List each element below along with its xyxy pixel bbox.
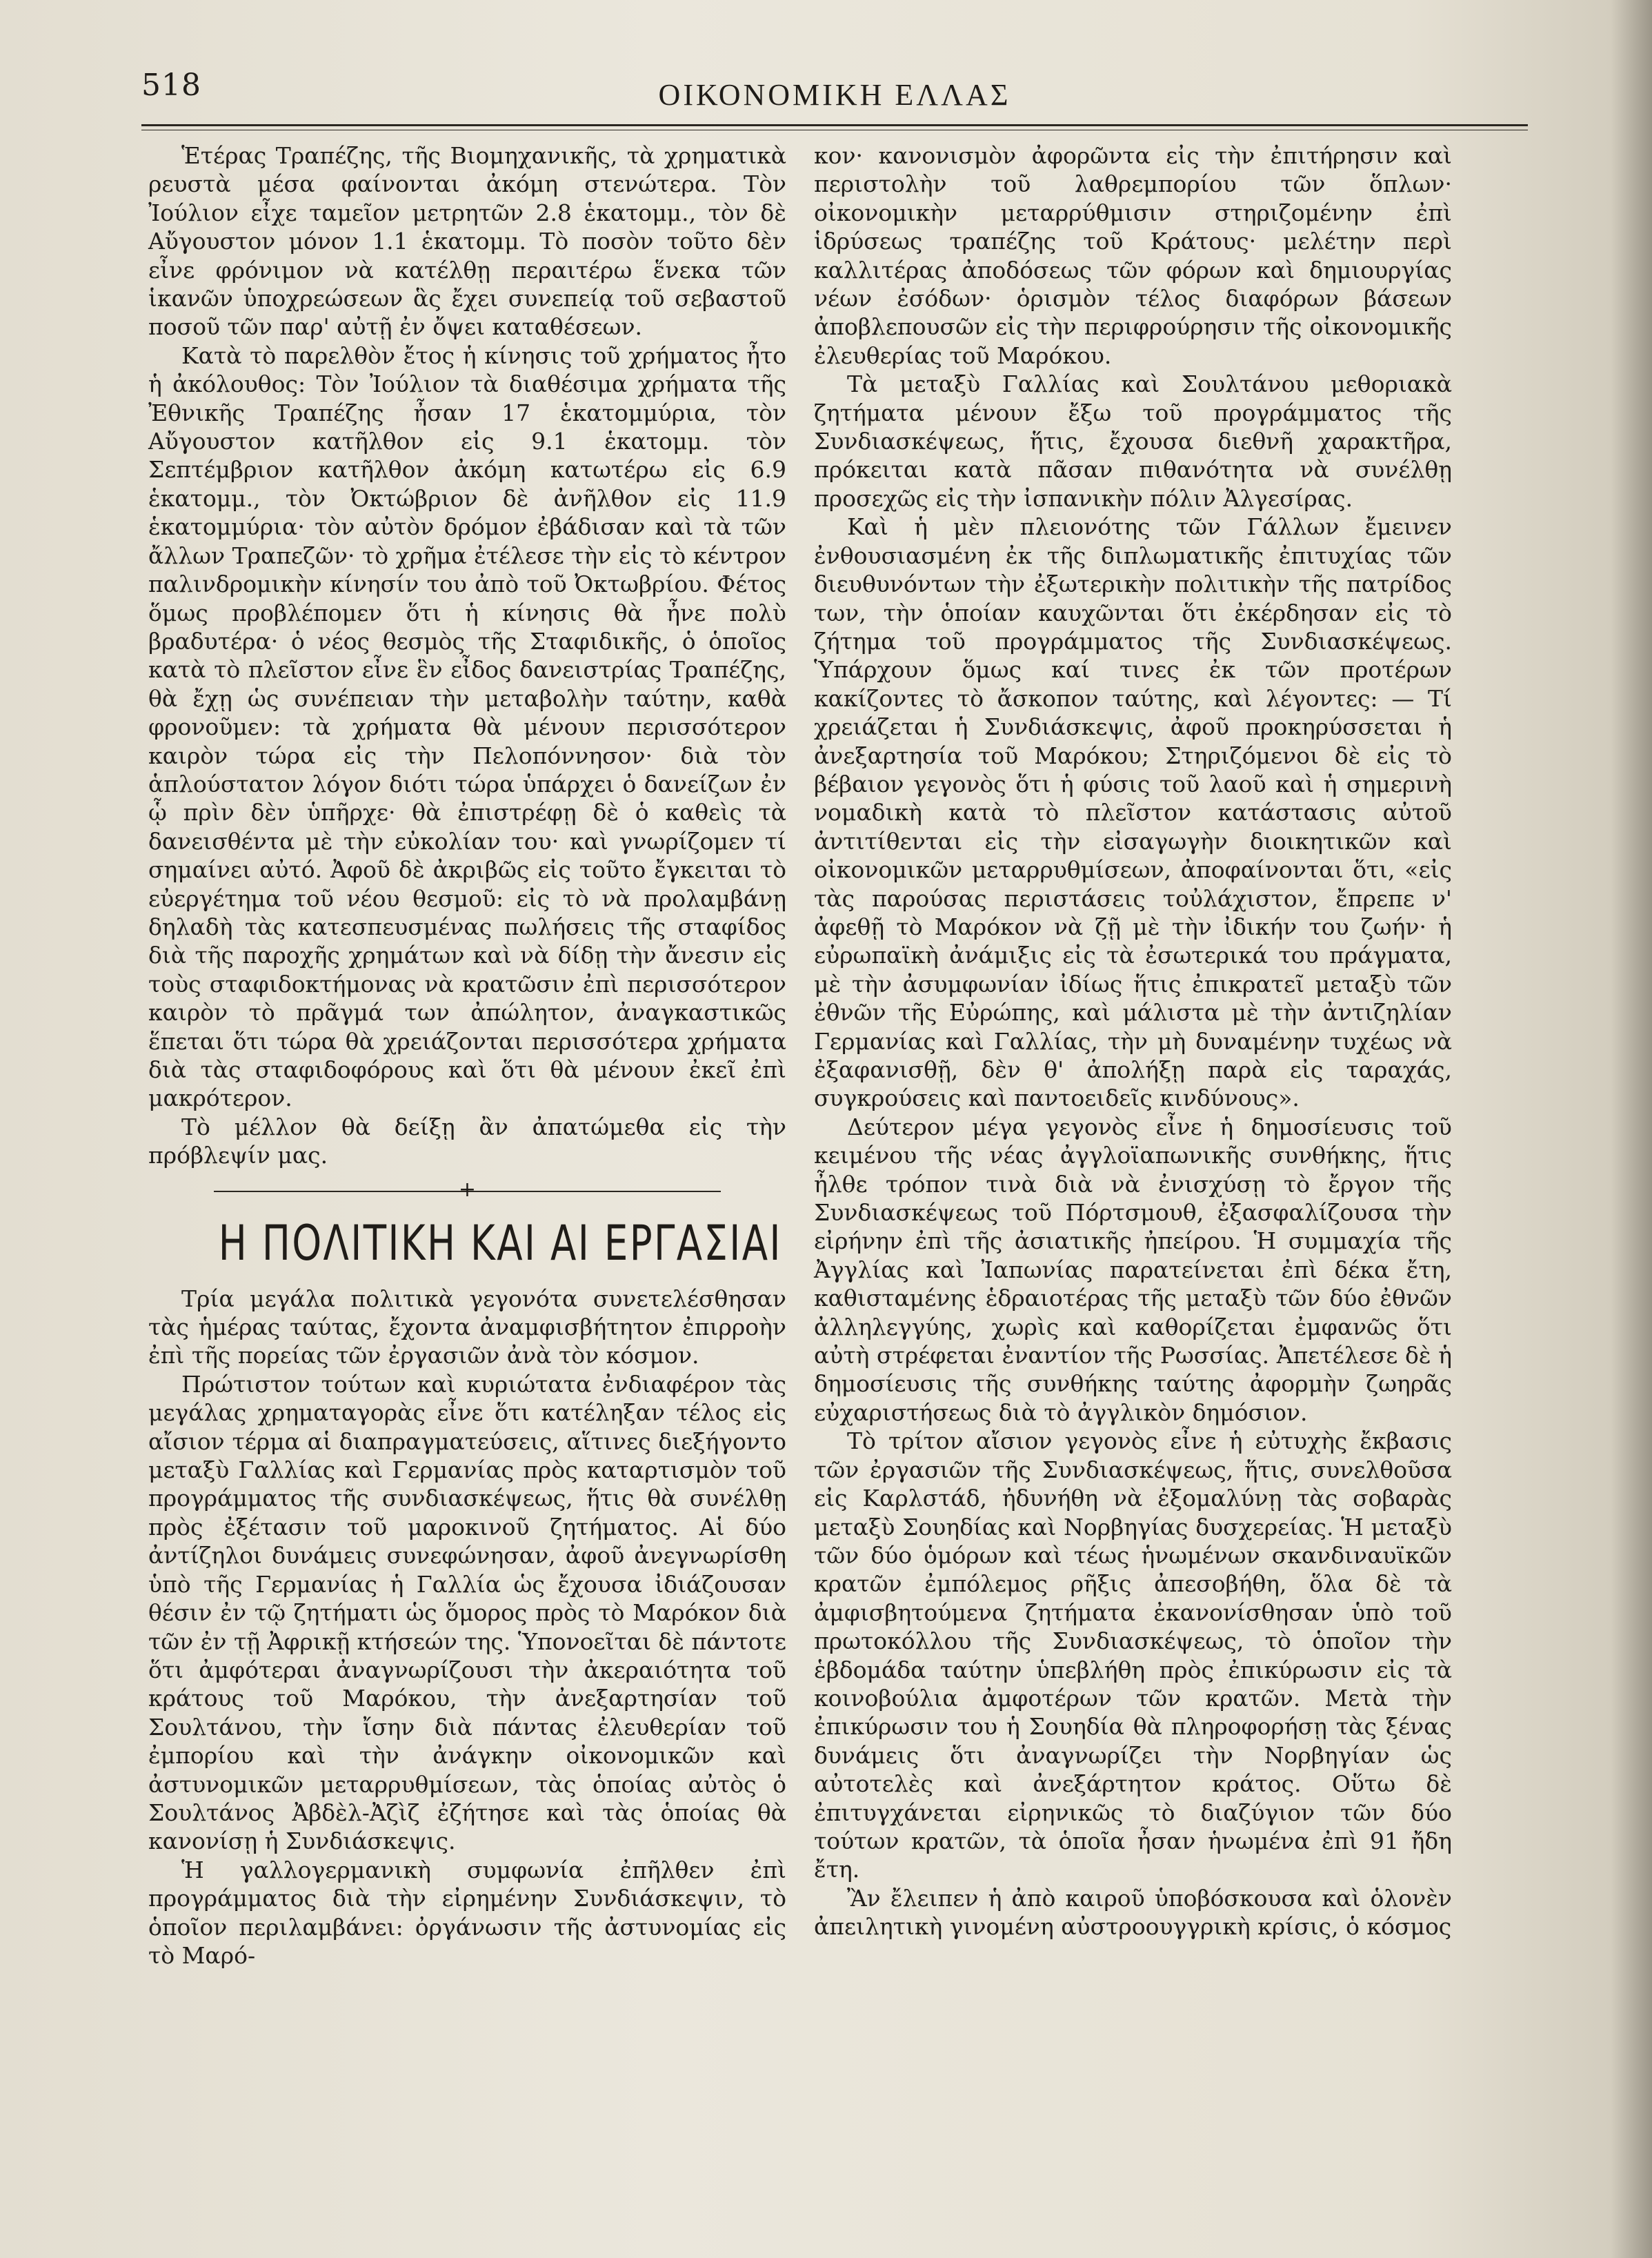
section-divider [148, 1174, 786, 1205]
paragraph: Κατὰ τὸ παρελθὸν ἔτος ἡ κίνησις τοῦ χρήματος ἦτο ἡ ἀκόλουθος: Τὸν Ἰούλιον τὰ διαθέσιμα χρήματα τῆς Ἐθνικῆς Τραπέζης ἦσαν 17 ἑκατομμύρια, τὸν Αὔγουστον κατῆλθον εἰς 9.1 ἑκατομμ. τὸν Σεπτέμβριον κατῆλθον ἀκόμη κατωτέρω εἰς 6.9 ἑκατομμ., τὸν Ὀκτώβριον δὲ ἀνῆλθον εἰς 11.9 ἑκατομμύρια· τὸν αὐτὸν δρόμον ἐβάδισαν καὶ τὰ τῶν ἄλλων Τραπεζῶν· τὸ χρῆμα ἐτέλεσε τὴν εἰς τὸ κέντρον παλινδρομικὴν κίνησίν του ἀπὸ τοῦ Ὀκτωβρίου. Φέτος ὅμως προβλέπομεν ὅτι ἡ κίνησις θὰ ἦνε πολὺ βραδυτέρα· ὁ νέος θεσμὸς τῆς Σταφιδικῆς, ὁ ὁποῖος κατὰ τὸ πλεῖστον εἶνε ἓν εἶδος δανειστρίας Τραπέζης, θὰ ἔχῃ ὡς συνέπειαν τὴν μεταβολὴν ταύτην, καθὰ φρονοῦμεν: τὰ χρήματα θὰ μένουν περισσότερον καιρὸν τώρα εἰς τὴν Πελοπόννησον· διὰ τὸν ἁπλούστατον λόγον διότι τώρα ὑπάρχει ὁ δανείζων ἐν ᾧ πρὶν δὲν ὑπῆρχε· θὰ ἐπιστρέφῃ δὲ ὁ καθεὶς τὰ δανεισθέντα μὲ τὴν εὐκολίαν του· καὶ γνωρίζομεν τί σημαίνει αὐτό. Ἀφοῦ δὲ ἀκριβῶς εἰς τοῦτο ἔγκειται τὸ εὐεργέτημα τοῦ νέου θεσμοῦ: εἰς τὸ νὰ προλαμβάνῃ δηλαδὴ τὰς κατεσπευσμένας πωλήσεις τῆς σταφίδος διὰ τῆς παροχῆς χρημάτων καὶ νὰ δίδῃ τὴν ἄνεσιν εἰς τοὺς σταφιδοκτήμονας νὰ κρατῶσιν ἐπὶ περισσότερον καιρὸν τὸ πρᾶγμά των ἀπώλητον, ἀναγκαστικῶς ἕπεται ὅτι τώρα θὰ χρειάζονται περισσότερα χρήματα διὰ τὰς σταφιδοφόρους καὶ ὅτι θὰ μένουν ἐκεῖ ἐπὶ μακρότερον. [148, 341, 786, 1112]
right-column [814, 141, 1452, 1941]
divider-ornament-icon: + [458, 1177, 477, 1202]
paragraph: Τρία μεγάλα πολιτικὰ γεγονότα συνετελέσθησαν τὰς ἡμέρας ταύτας, ἔχοντα ἀναμφισβήτητον ἐπιρροὴν ἐπὶ τῆς πορείας τῶν ἐργασιῶν ἀνὰ τὸν κόσμον. [148, 1285, 786, 1369]
paragraph: Καὶ ἡ μὲν πλειονότης τῶν Γάλλων ἔμεινεν ἐνθουσιασμένη ἐκ τῆς διπλωματικῆς ἐπιτυχίας τῶν διευθυνόντων τὴν ἐξωτερικὴν πολιτικὴν τῆς πατρίδος των, τὴν ὁποίαν καυχῶνται ὅτι ἐκέρδησαν εἰς τὸ ζήτημα τοῦ προγράμματος τῆς Συνδιασκέψεως. Ὑπάρχουν ὅμως καί τινες ἐκ τῶν προτέρων κακίζοντες τὸ ἄσκοπον ταύτης, καὶ λέγοντες: — Τί χρειάζεται ἡ Συνδιάσκεψις, ἀφοῦ προκηρύσσεται ἡ ἀνεξαρτησία τοῦ Μαρόκου; Στηριζόμενοι δὲ εἰς τὸ βέβαιον γεγονὸς ὅτι ἡ φύσις τοῦ λαοῦ καὶ ἡ σημερινὴ νομαδικὴ κατὰ τὸ πλεῖστον κατάστασις αὐτοῦ ἀντιτίθενται εἰς τὴν εἰσαγωγὴν διοικητικῶν καὶ οἰκονομικῶν μεταρρυθμίσεων, ἀποφαίνονται ὅτι, «εἰς τὰς παρούσας περιστάσεις τοὐλάχιστον, ἔπρεπε ν' ἀφεθῇ τὸ Μαρόκον νὰ ζῇ μὲ τὴν ἰδικήν του ζωήν· ἡ εὐρωπαϊκὴ ἀνάμιξις εἰς τὰ ἐσωτερικά του πράγματα, μὲ τὴν ἀσυμφωνίαν ἰδίως ἥτις ἐπικρατεῖ μεταξὺ τῶν ἐθνῶν τῆς Εὐρώπης, καὶ μάλιστα μὲ τὴν ἀντιζηλίαν Γερμανίας καὶ Γαλλίας, τὴν μὴ δυναμένην τυχέως νὰ ἐξαφανισθῇ, δὲν θ' ἀπολήξῃ παρὰ εἰς ταραχάς, συγκρούσεις καὶ παντοειδεῖς κινδύνους». [814, 513, 1452, 1112]
paragraph: Ἑτέρας Τραπέζης, τῆς Βιομηχανικῆς, τὰ χρηματικὰ ρευστὰ μέσα φαίνονται ἀκόμη στενώτερα. Τὸν Ἰούλιον εἶχε ταμεῖον μετρητῶν 2.8 ἑκατομμ., τὸν δὲ Αὔγουστον μόνον 1.1 ἑκατομμ. Τὸ ποσὸν τοῦτο δὲν εἶνε φρόνιμον νὰ κατέλθῃ περαιτέρω ἕνεκα τῶν ἱκανῶν ὑποχρεώσεων ἃς ἔχει συνεπείᾳ τοῦ σεβαστοῦ ποσοῦ τῶν παρ' αὐτῇ ἐν ὄψει καταθέσεων. [148, 142, 786, 341]
running-title: ΟΙΚΟΝΟΜΙΚΗ ΕΛΛΑΣ [658, 78, 1011, 112]
paragraph: Τὸ μέλλον θὰ δείξῃ ἂν ἀπατώμεθα εἰς τὴν πρόβλεψίν μας. [148, 1113, 786, 1169]
paragraph: Τὰ μεταξὺ Γαλλίας καὶ Σουλτάνου μεθοριακὰ ζητήματα μένουν ἔξω τοῦ προγράμματος τῆς Συνδιασκέψεως, ἥτις, ἔχουσα διεθνῆ χαρακτῆρα, πρόκειται κατὰ πᾶσαν πιθανότητα νὰ συνέλθῃ προσεχῶς εἰς τὴν ἰσπανικὴν πόλιν Ἀλγεσίρας. [814, 370, 1452, 512]
paragraph: Πρώτιστον τούτων καὶ κυριώτατα ἐνδιαφέρον τὰς μεγάλας χρηματαγορὰς εἶνε ὅτι κατέληξαν τέλος εἰς αἴσιον τέρμα αἱ διαπραγματεύσεις, αἵτινες διεξήγοντο μεταξὺ Γαλλίας καὶ Γερμανίας πρὸς καταρτισμὸν τοῦ προγράμματος τῆς συνδιασκέψεως, ἥτις θὰ συνέλθῃ πρὸς ἐξέτασιν τοῦ μαροκινοῦ ζητήματος. Αἱ δύο ἀντίζηλοι δυνάμεις συνεφώνησαν, ἀφοῦ ἀνεγνωρίσθη ὑπὸ τῆς Γερμανίας ἡ Γαλλία ὡς ἔχουσα ἰδιάζουσαν θέσιν ἐν τῷ ζητήματι ὡς ὅμορος πρὸς τὸ Μαρόκον διὰ τῶν ἐν τῇ Ἀφρικῇ κτήσεών της. Ὑπονοεῖται δὲ πάντοτε ὅτι ἀμφότεραι ἀναγνωρίζουσι τὴν ἀκεραιότητα τοῦ κράτους τοῦ Μαρόκου, τὴν ἀνεξαρτησίαν τοῦ Σουλτάνου, τὴν ἴσην διὰ πάντας ἐλευθερίαν τοῦ ἐμπορίου καὶ τὴν ἀνάγκην οἰκονομικῶν καὶ ἀστυνομικῶν μεταρρυθμίσεων, τὰς ὁποίας αὐτὸς ὁ Σουλτάνος Ἀβδὲλ-Ἀζὶζ ἐζήτησε καὶ τὰς ὁποίας θὰ κανονίσῃ ἡ Συνδιάσκεψις. [148, 1370, 787, 1855]
header-rule [141, 124, 1528, 126]
paragraph: Ἂν ἔλειπεν ἡ ἀπὸ καιροῦ ὑποβόσκουσα καὶ ὁλονὲν ἀπειλητικὴ γινομένη αὐστροουγγρικὴ κρίσις, ὁ κόσμος [814, 1884, 1452, 1941]
binding-shadow [1611, 0, 1652, 2258]
paragraph: Ἡ γαλλογερμανικὴ συμφωνία ἐπῆλθεν ἐπὶ προγράμματος διὰ τὴν εἰρημένην Συνδιάσκεψιν, τὸ ὁποῖον περιλαμβάνει: ὀργάνωσιν τῆς ἀστυνομίας εἰς τὸ Μαρό- [148, 1856, 786, 1969]
paragraph: Τὸ τρίτον αἴσιον γεγονὸς εἶνε ἡ εὐτυχὴς ἔκβασις τῶν ἐργασιῶν τῆς Συνδιασκέψεως, ἥτις, συνελθοῦσα εἰς Καρλστάδ, ἠδυνήθη νὰ ἐξομαλύνῃ τὰς σοβαρὰς μεταξὺ Σουηδίας καὶ Νορβηγίας δυσχερείας. Ἡ μεταξὺ τῶν δύο ὁμόρων καὶ τέως ἡνωμένων σκανδιναυϊκῶν κρατῶν ἐμπόλεμος ρῆξις ἀπεσοβήθη, ὅλα δὲ τὰ ἀμφισβητούμενα ζητήματα ἐκανονίσθησαν ὑπὸ τοῦ πρωτοκόλλου τῆς Συνδιασκέψεως, τὸ ὁποῖον τὴν ἑβδομάδα ταύτην ὑπεβλήθη πρὸς ἐπικύρωσιν εἰς τὰ κοινοβούλια ἀμφοτέρων τῶν κρατῶν. Μετὰ τὴν ἐπικύρωσιν του ἡ Σουηδία θὰ πληροφορήσῃ τὰς ξένας δυνάμεις ὅτι ἀναγνωρίζει τὴν Νορβηγίαν ὡς αὐτοτελὲς καὶ ἀνεξάρτητον κράτος. Οὕτω δὲ ἐπιτυγχάνεται εἰρηνικῶς τὸ διαζύγιον τῶν δύο τούτων κρατῶν, τὰ ὁποῖα ἦσαν ἡνωμένα ἐπὶ 91 ἤδη ἔτη. [814, 1427, 1452, 1883]
page-number: 518 [141, 68, 201, 103]
left-column [148, 141, 786, 1970]
paragraph: Δεύτερον μέγα γεγονὸς εἶνε ἡ δημοσίευσις τοῦ κειμένου τῆς νέας ἀγγλοϊαπωνικῆς συνθήκης, ἥτις ἦλθε τρόπον τινὰ διὰ νὰ ἐνισχύσῃ τὸ ἔργον τῆς Συνδιασκέψεως τοῦ Πόρτσμουθ, ἐξασφαλίζουσα τὴν εἰρήνην ἐπὶ τῆς ἀσιατικῆς ἠπείρου. Ἡ συμμαχία τῆς Ἀγγλίας καὶ Ἰαπωνίας παρατείνεται ἐπὶ δέκα ἔτη, καθισταμένης ἑδραιοτέρας τῆς μεταξὺ τῶν δύο ἐθνῶν ἀλληλεγγύης, χωρὶς καὶ καθορίζεται ἐμφανῶς ὅτι αὐτὴ στρέφεται ἐναντίον τῆς Ρωσσίας. Ἀπετέλεσε δὲ ἡ δημοσίευσις τῆς συνθήκης ταύτης ἀφορμὴν ζωηρᾶς εὐχαριστήσεως διὰ τὸ ἀγγλικὸν δημόσιον. [814, 1113, 1452, 1426]
section-title: Η ΠΟΛΙΤΙΚΗ ΚΑΙ ΑΙ ΕΡΓΑΣΙΑΙ [218, 1214, 782, 1271]
paragraph: κον· κανονισμὸν ἀφορῶντα εἰς τὴν ἐπιτήρησιν καὶ περιστολὴν τοῦ λαθρεμπορίου τῶν ὅπλων· οἰκονομικὴν μεταρρύθμισιν στηριζομένην ἐπὶ ἱδρύσεως τραπέζης τοῦ Κράτους· μελέτην περὶ καλλιτέρας ἀποδόσεως τῶν φόρων καὶ δημιουργίας νέων ἐσόδων· ὁρισμὸν τέλος διαφόρων βάσεων ἀποβλεπουσῶν εἰς τὴν περιφρούρησιν τῆς οἰκονομικῆς ἐλευθερίας τοῦ Μαρόκου. [814, 142, 1452, 369]
